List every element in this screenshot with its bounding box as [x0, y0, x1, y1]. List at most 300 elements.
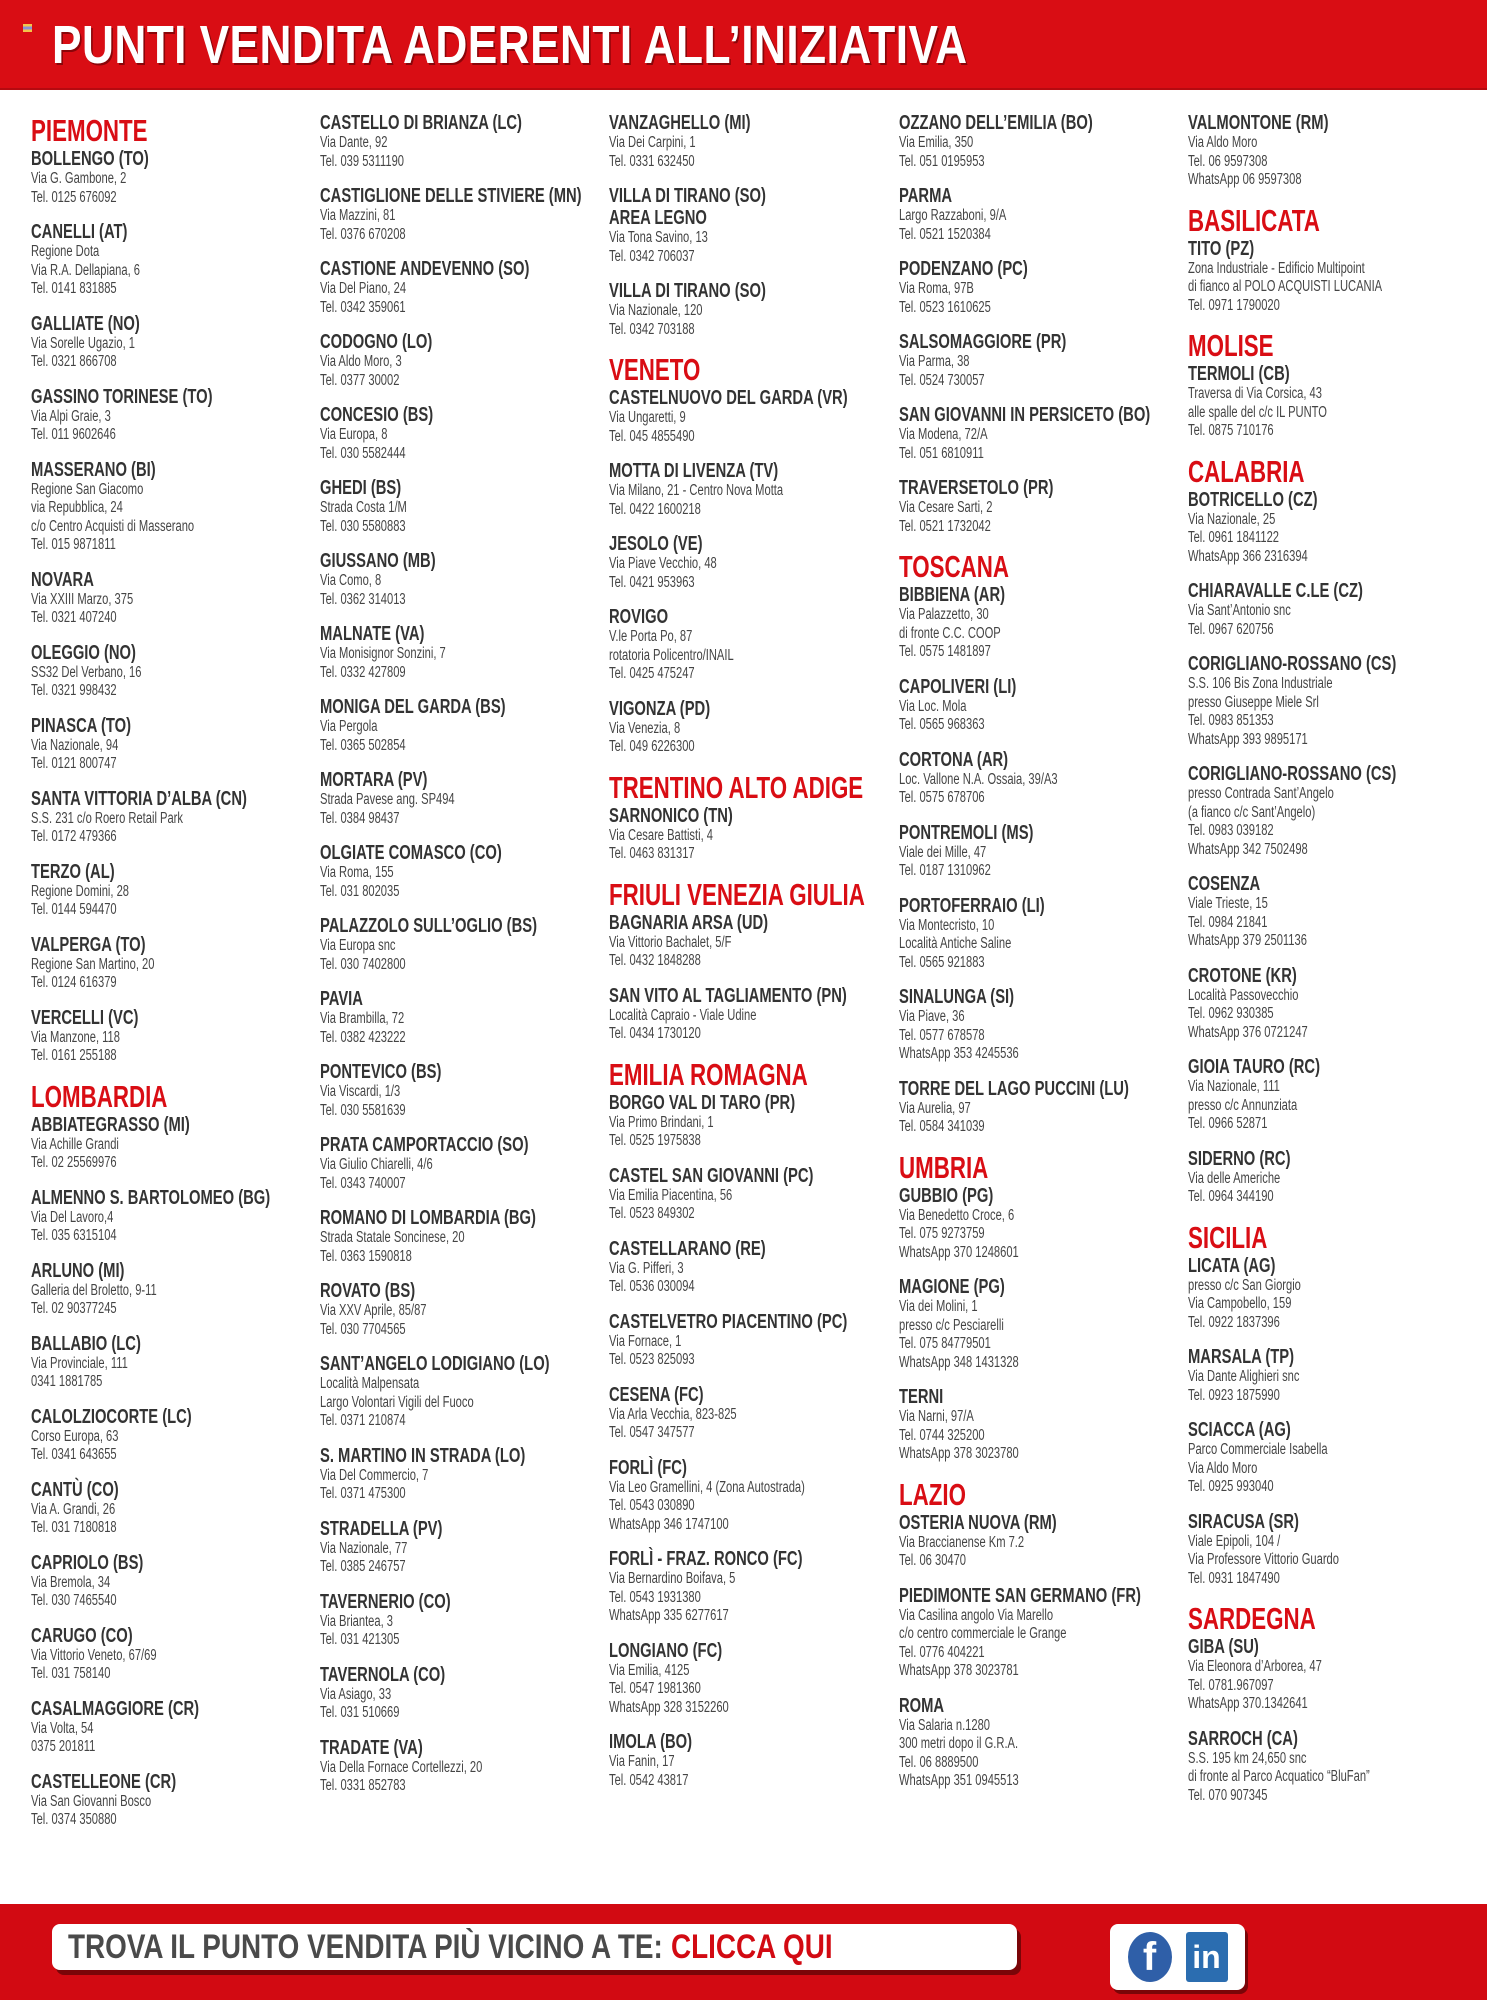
store-entry	[31, 1698, 319, 1757]
store-detail: Tel. 0983 039182	[1188, 822, 1274, 839]
store-name: OSTERIA NUOVA (RM)	[899, 1510, 1057, 1534]
store-entry	[609, 912, 897, 971]
store-detail: Via Roma, 97B	[899, 280, 974, 297]
store-entry	[609, 460, 897, 519]
store-name: LICATA (AG)	[1188, 1253, 1276, 1277]
store-detail: Tel. 075 9273759	[899, 1225, 985, 1242]
store-entry	[609, 387, 897, 446]
store-detail: Tel. 0577 678578	[899, 1026, 985, 1044]
store-detail: Tel. 045 4855490	[609, 427, 695, 445]
store-entry	[1188, 238, 1476, 316]
store-detail: Regione San Martino, 20	[31, 955, 155, 973]
store-detail: Via Nazionale, 120	[609, 302, 703, 319]
store-detail: Tel. 0542 43817	[609, 1771, 689, 1789]
store-name: TAVERNOLA (CO)	[320, 1662, 446, 1686]
store-detail: Tel. 0523 825093	[609, 1351, 695, 1368]
store-entry	[31, 1552, 319, 1611]
region-heading: LAZIO	[899, 1476, 966, 1512]
store-name: NOVARA	[31, 567, 94, 591]
store-detail: Tel. 0374 350880	[31, 1811, 117, 1828]
store-entry	[1188, 1419, 1476, 1497]
store-name: MOTTA DI LIVENZA (TV)	[609, 459, 779, 482]
store-entry	[31, 1114, 319, 1173]
page-title: PUNTI VENDITA ADERENTI ALL’INIZIATIVA	[52, 15, 968, 75]
store-detail: Località Antiche Saline	[899, 935, 1012, 952]
region-heading: UMBRIA	[899, 1149, 989, 1185]
region-heading: FRIULI VENEZIA GIULIA	[609, 876, 865, 912]
store-detail: Tel. 0966 52871	[1188, 1115, 1268, 1132]
store-name: PODENZANO (PC)	[899, 257, 1028, 280]
store-entry	[609, 185, 897, 266]
store-detail: WhatsApp 376 0721247	[1188, 1023, 1308, 1041]
store-entry	[899, 477, 1187, 536]
store-name: CAPOLIVERI (LI)	[899, 674, 1017, 698]
store-detail: Via Eleonora d’Arborea, 47	[1188, 1658, 1322, 1675]
store-name: JESOLO (VE)	[609, 532, 703, 555]
store-detail: Tel. 015 9871811	[31, 536, 116, 553]
store-name: TRAVERSETOLO (PR)	[899, 476, 1054, 499]
store-detail: Tel. 0141 831885	[31, 280, 117, 297]
store-entry	[1188, 1728, 1476, 1806]
store-detail: presso c/c San Giorgio	[1188, 1276, 1301, 1294]
store-detail: Via Piave Vecchio, 48	[609, 555, 717, 572]
store-entry	[320, 185, 608, 244]
store-name: PIEDIMONTE SAN GERMANO (FR)	[899, 1583, 1141, 1607]
store-entry	[1188, 112, 1476, 190]
store-detail: Via Mazzini, 81	[320, 207, 396, 224]
store-detail: Via Ungaretti, 9	[609, 409, 686, 426]
store-name: S. MARTINO IN STRADA (LO)	[320, 1443, 526, 1467]
store-detail: Via Palazzetto, 30	[899, 606, 989, 623]
store-detail: Tel. 0121 800747	[31, 755, 117, 772]
store-entry	[31, 313, 319, 372]
store-name: CESENA (FC)	[609, 1382, 704, 1406]
store-name: CASTELLO DI BRIANZA (LC)	[320, 111, 522, 134]
store-entry	[320, 1445, 608, 1504]
store-name: BOLLENGO (TO)	[31, 147, 149, 170]
store-detail: Via Arla Vecchia, 823-825	[609, 1405, 737, 1423]
store-name: MAGIONE (PG)	[899, 1275, 1005, 1298]
store-entry	[31, 148, 319, 207]
store-name: ARLUNO (MI)	[31, 1258, 125, 1282]
store-detail: Tel. 0125 676092	[31, 188, 117, 206]
store-detail: Via Nazionale, 25	[1188, 510, 1276, 528]
store-name: TERMOLI (CB)	[1188, 362, 1290, 385]
store-detail: Tel. 0961 1841122	[1188, 529, 1280, 546]
store-detail: WhatsApp 379 2501136	[1188, 932, 1307, 949]
store-detail: Via Modena, 72/A	[899, 426, 988, 443]
store-detail: Via Vittorio Bachalet, 5/F	[609, 933, 732, 951]
store-detail: WhatsApp 06 9597308	[1188, 171, 1302, 188]
store-entry	[320, 1134, 608, 1193]
store-entry	[31, 386, 319, 445]
store-entry	[609, 1640, 897, 1718]
store-detail: Via Como, 8	[320, 572, 382, 589]
store-detail: Via Provinciale, 111	[31, 1354, 128, 1372]
store-detail: Via A. Grandi, 26	[31, 1500, 116, 1518]
store-entry	[1188, 580, 1476, 639]
store-name: VILLA DI TIRANO (SO)	[609, 279, 766, 302]
store-detail: Tel. 0384 98437	[320, 809, 400, 827]
store-name: LONGIANO (FC)	[609, 1638, 723, 1662]
store-detail: Tel. 0543 030890	[609, 1497, 695, 1514]
store-detail: Via delle Americhe	[1188, 1169, 1281, 1187]
store-detail: Via Del Commercio, 7	[320, 1466, 429, 1484]
store-detail: Tel. 0962 930385	[1188, 1005, 1274, 1022]
store-name: ROMANO DI LOMBARDIA (BG)	[320, 1206, 536, 1229]
store-entry	[1188, 363, 1476, 441]
store-detail: Tel. 0376 670208	[320, 225, 406, 243]
store-name: PORTOFERRAIO (LI)	[899, 893, 1045, 917]
store-name: TRADATE (VA)	[320, 1735, 423, 1759]
linkedin-icon[interactable]: in	[1186, 1932, 1228, 1982]
store-entry	[609, 1238, 897, 1297]
store-name: CODOGNO (LO)	[320, 330, 433, 353]
store-detail: Via G. Pifferi, 3	[609, 1259, 684, 1277]
store-detail: Loc. Vallone N.A. Ossaia, 39/A3	[899, 770, 1058, 788]
store-name: GIBA (SU)	[1188, 1635, 1259, 1658]
store-detail: 0341 1881785	[31, 1373, 103, 1390]
store-name: CASTEL SAN GIOVANNI (PC)	[609, 1163, 814, 1187]
store-detail: Via San Giovanni Bosco	[31, 1792, 152, 1810]
store-entry	[899, 1276, 1187, 1372]
store-detail: Via Bernardino Boifava, 5	[609, 1570, 736, 1587]
store-detail: c/o Centro Acquisti di Masserano	[31, 517, 195, 535]
store-entry	[899, 1078, 1187, 1137]
store-entry	[31, 569, 319, 628]
store-detail: alle spalle del c/c IL PUNTO	[1188, 403, 1327, 421]
store-detail: Via Brambilla, 72	[320, 1010, 405, 1027]
store-detail: Via Emilia, 4125	[609, 1661, 690, 1679]
store-detail: Via Parma, 38	[899, 353, 970, 370]
store-detail: presso c/c Pesciarelli	[899, 1316, 1004, 1334]
store-detail: Località Malpensata	[320, 1375, 420, 1392]
store-detail: Zona Industriale - Edificio Multipoint	[1188, 259, 1365, 277]
store-detail: Via Giulio Chiarelli, 4/6	[320, 1156, 433, 1173]
store-name: CORIGLIANO-ROSSANO (CS)	[1188, 762, 1397, 785]
store-entry	[31, 1479, 319, 1538]
store-detail: Via Casilina angolo Via Marello	[899, 1606, 1054, 1624]
store-entry	[609, 1384, 897, 1443]
store-detail: Via Della Fornace Cortellezzi, 20	[320, 1758, 483, 1776]
store-detail: 300 metri dopo il G.R.A.	[899, 1735, 1019, 1752]
store-detail: Via Del Piano, 24	[320, 280, 407, 297]
store-entry	[899, 1512, 1187, 1571]
store-entry	[609, 985, 897, 1044]
store-name: OZZANO DELL’EMILIA (BO)	[899, 111, 1093, 134]
store-entry	[320, 1737, 608, 1796]
store-detail: Tel. 0983 851353	[1188, 712, 1274, 729]
store-name: ROVIGO	[609, 605, 669, 628]
store-name: GASSINO TORINESE (TO)	[31, 384, 213, 408]
store-entry	[609, 112, 897, 171]
store-detail: Via Dei Carpini, 1	[609, 134, 696, 151]
region-heading: CALABRIA	[1188, 453, 1305, 489]
store-detail: Via Roma, 155	[320, 864, 394, 881]
store-name: CASTELNUOVO DEL GARDA (VR)	[609, 386, 848, 409]
store-detail: Viale Trieste, 15	[1188, 895, 1268, 912]
store-detail: Tel. 035 6315104	[31, 1227, 117, 1244]
store-detail: WhatsApp 351 0945513	[899, 1772, 1019, 1789]
store-entry	[31, 1007, 319, 1066]
store-detail: Via Volta, 54	[31, 1719, 94, 1737]
store-detail: Località Capraio - Viale Udine	[609, 1006, 757, 1024]
store-detail: Via Viscardi, 1/3	[320, 1083, 401, 1100]
store-detail: Via Loc. Mola	[899, 697, 967, 715]
store-name: PRATA CAMPORTACCIO (SO)	[320, 1133, 529, 1156]
store-name: IMOLA (BO)	[609, 1730, 693, 1753]
store-detail: Via Primo Brindani, 1	[609, 1113, 714, 1131]
store-detail: Via Bremola, 34	[31, 1573, 111, 1591]
store-detail: Via Manzone, 118	[31, 1028, 120, 1046]
store-detail: Tel. 051 0195953	[899, 152, 985, 170]
region-heading: BASILICATA	[1188, 202, 1320, 238]
store-detail: Tel. 0342 359061	[320, 298, 406, 316]
store-entry	[320, 1280, 608, 1339]
store-detail: Tel. 0584 341039	[899, 1118, 985, 1135]
store-detail: WhatsApp 366 2316394	[1188, 547, 1308, 565]
store-detail: Tel. 030 7704565	[320, 1320, 406, 1338]
store-entry	[320, 1664, 608, 1723]
store-detail: Tel. 0371 210874	[320, 1412, 406, 1429]
store-detail: Via Fanin, 17	[609, 1753, 675, 1770]
store-detail: Via Sant’Antonio snc	[1188, 602, 1291, 619]
region-heading: SARDEGNA	[1188, 1601, 1316, 1636]
store-detail: Tel. 0371 475300	[320, 1485, 406, 1502]
store-name: MALNATE (VA)	[320, 622, 425, 645]
store-name: MARSALA (TP)	[1188, 1345, 1295, 1368]
store-detail: Via Salaria n.1280	[899, 1716, 991, 1734]
store-name: VERCELLI (VC)	[31, 1005, 139, 1029]
store-detail: Via Campobello, 159	[1188, 1295, 1292, 1312]
store-entry	[31, 1333, 319, 1392]
social-links	[1110, 1924, 1245, 1990]
store-detail: Regione San Giacomo	[31, 480, 144, 498]
store-entry	[320, 842, 608, 901]
store-entry	[609, 606, 897, 684]
store-detail: Tel. 075 84779501	[899, 1335, 991, 1352]
store-entry	[1188, 1148, 1476, 1207]
store-detail: Via Europa, 8	[320, 426, 388, 443]
store-entry	[609, 1457, 897, 1535]
store-detail: Strada Costa 1/M	[320, 499, 407, 516]
store-entry	[31, 221, 319, 299]
store-detail: Tel. 02 25569976	[31, 1154, 117, 1171]
store-subname: AREA LEGNO	[609, 206, 707, 229]
store-name: TITO (PZ)	[1188, 236, 1255, 260]
store-entry	[320, 1518, 608, 1577]
store-entry	[609, 280, 897, 339]
flag-icon	[23, 24, 32, 32]
store-detail: Tel. 0422 1600218	[609, 500, 701, 518]
store-entry	[320, 550, 608, 609]
store-detail: Via Emilia, 350	[899, 134, 974, 151]
store-detail: Via Nazionale, 77	[320, 1539, 408, 1557]
store-detail: Tel. 0434 1730120	[609, 1025, 701, 1042]
store-name: VILLA DI TIRANO (SO)	[609, 184, 766, 207]
store-entry	[899, 1386, 1187, 1464]
region-heading: TRENTINO ALTO ADIGE	[609, 769, 864, 805]
store-detail: Tel. 0967 620756	[1188, 620, 1274, 638]
store-detail: Via Cesare Battisti, 4	[609, 826, 714, 844]
header-banner	[0, 0, 1487, 90]
store-detail: Tel. 06 30470	[899, 1552, 967, 1569]
store-detail: Via Dante Alighieri snc	[1188, 1368, 1300, 1385]
store-name: SIDERNO (RC)	[1188, 1146, 1291, 1170]
store-entry	[320, 1353, 608, 1431]
store-name: BALLABIO (LC)	[31, 1331, 141, 1355]
store-entry	[609, 805, 897, 864]
store-name: CANTÙ (CO)	[31, 1477, 119, 1501]
store-detail: Tel. 0382 423222	[320, 1028, 406, 1046]
store-name: FORLÌ (FC)	[609, 1455, 687, 1479]
store-entry	[31, 1187, 319, 1246]
store-detail: Tel. 030 5580883	[320, 517, 406, 535]
store-detail: Tel. 0342 703188	[609, 320, 695, 338]
store-name: CROTONE (KR)	[1188, 963, 1297, 987]
store-name: ROMA	[899, 1693, 945, 1717]
store-name: CORIGLIANO-ROSSANO (CS)	[1188, 652, 1397, 675]
store-entry	[1188, 1511, 1476, 1589]
store-entry	[320, 769, 608, 828]
store-entry	[899, 986, 1187, 1064]
store-detail: Strada Pavese ang. SP494	[320, 791, 455, 808]
store-detail: Tel. 0161 255188	[31, 1047, 117, 1064]
store-detail: Largo Razzaboni, 9/A	[899, 207, 1007, 224]
store-entry	[899, 258, 1187, 317]
store-entry	[899, 331, 1187, 390]
store-detail: Tel. 06 8889500	[899, 1753, 979, 1771]
store-detail: Tel. 0144 594470	[31, 901, 117, 918]
store-detail: Via Europa snc	[320, 937, 396, 954]
store-name: CASTIGLIONE DELLE STIVIERE (MN)	[320, 184, 582, 207]
store-entry	[1188, 965, 1476, 1043]
store-name: TERZO (AL)	[31, 859, 115, 883]
store-detail: Tel. 030 7402800	[320, 955, 406, 973]
store-detail: WhatsApp 346 1747100	[609, 1515, 729, 1533]
store-detail: Via Narni, 97/A	[899, 1408, 974, 1425]
store-entry	[31, 934, 319, 993]
store-name: ALMENNO S. BARTOLOMEO (BG)	[31, 1185, 271, 1209]
store-detail: Tel. 0341 643655	[31, 1446, 117, 1463]
store-entry	[31, 1625, 319, 1684]
store-name: CALOLZIOCORTE (LC)	[31, 1404, 192, 1428]
facebook-icon[interactable]: f	[1128, 1932, 1172, 1982]
store-detail: Tel. 031 510669	[320, 1704, 400, 1721]
store-detail: Tel. 0377 30002	[320, 371, 400, 389]
store-entry	[1188, 653, 1476, 749]
store-entry	[31, 788, 319, 847]
store-name: FORLÌ - FRAZ. RONCO (FC)	[609, 1547, 803, 1570]
store-detail: Tel. 011 9602646	[31, 426, 116, 443]
store-detail: Via dei Molini, 1	[899, 1298, 978, 1315]
store-name: SANT’ANGELO LODIGIANO (LO)	[320, 1352, 550, 1375]
store-entry	[609, 698, 897, 757]
store-detail: Tel. 0523 849302	[609, 1205, 695, 1222]
store-detail: Via Alpi Graie, 3	[31, 407, 111, 425]
store-detail: SS32 Del Verbano, 16	[31, 663, 142, 681]
store-detail: WhatsApp 378 3023781	[899, 1662, 1019, 1679]
store-detail: Tel. 0421 953963	[609, 573, 695, 591]
store-detail: Tel. 031 421305	[320, 1631, 400, 1648]
store-entry	[609, 1548, 897, 1626]
store-detail: S.S. 195 km 24,650 snc	[1188, 1749, 1307, 1767]
store-detail: Via XXV Aprile, 85/87	[320, 1302, 427, 1319]
store-entry	[320, 988, 608, 1047]
store-entry	[899, 1185, 1187, 1263]
store-detail: Tel. 0971 1790020	[1188, 296, 1280, 314]
store-name: BOTRICELLO (CZ)	[1188, 487, 1318, 511]
store-name: VALMONTONE (RM)	[1188, 111, 1329, 134]
store-name: CASALMAGGIORE (CR)	[31, 1696, 200, 1720]
store-name: PALAZZOLO SULL’OGLIO (BS)	[320, 914, 538, 937]
store-name: VIGONZA (PD)	[609, 696, 711, 720]
store-name: SARNONICO (TN)	[609, 803, 733, 827]
store-name: CANELLI (AT)	[31, 220, 128, 243]
store-detail: Galleria del Broletto, 9-11	[31, 1281, 157, 1299]
store-entry	[320, 331, 608, 390]
store-detail: Via Aldo Moro	[1188, 1459, 1258, 1477]
store-detail: Tel. 0362 314013	[320, 590, 406, 608]
store-name: PONTREMOLI (MS)	[899, 820, 1034, 844]
store-detail: Tel. 0432 1848288	[609, 952, 701, 969]
region-heading: SICILIA	[1188, 1219, 1268, 1255]
store-entry	[320, 1207, 608, 1266]
store-detail: Via R.A. Dellapiana, 6	[31, 261, 140, 279]
store-entry	[1188, 1056, 1476, 1134]
store-detail: Via Cesare Sarti, 2	[899, 499, 993, 516]
region-heading: TOSCANA	[899, 549, 1009, 584]
store-entry	[31, 642, 319, 701]
store-entry	[899, 404, 1187, 463]
store-entry	[899, 895, 1187, 973]
store-name: TAVERNERIO (CO)	[320, 1589, 451, 1613]
store-detail: Tel. 0984 21841	[1188, 913, 1268, 931]
find-store-button[interactable]	[52, 1924, 1017, 1970]
store-name: BORGO VAL DI TARO (PR)	[609, 1090, 796, 1114]
store-detail: Tel. 0547 1981360	[609, 1680, 701, 1697]
store-entry	[320, 1061, 608, 1120]
click-here-link[interactable]: CLICCA QUI	[671, 1927, 833, 1966]
store-name: TERNI	[899, 1385, 944, 1408]
store-detail: Tel. 051 6810911	[899, 444, 984, 462]
region-heading: MOLISE	[1188, 328, 1274, 363]
store-name: VALPERGA (TO)	[31, 932, 146, 956]
store-name: CORTONA (AR)	[899, 747, 1009, 771]
store-detail: Tel. 0925 993040	[1188, 1478, 1274, 1495]
store-entry	[899, 676, 1187, 735]
store-detail: Tel. 0781.967097	[1188, 1676, 1274, 1694]
store-detail: Traversa di Via Corsica, 43	[1188, 385, 1322, 402]
store-entry	[899, 584, 1187, 662]
store-detail: Via Aurelia, 97	[899, 1099, 971, 1117]
store-detail: Tel. 049 6226300	[609, 738, 695, 755]
store-name: BAGNARIA ARSA (UD)	[609, 910, 769, 934]
store-detail: Via Briantea, 3	[320, 1612, 394, 1630]
store-detail: Tel. 0385 246757	[320, 1558, 406, 1575]
store-detail: WhatsApp 342 7502498	[1188, 840, 1308, 858]
footer-bar	[0, 1904, 1487, 2000]
store-name: ROVATO (BS)	[320, 1279, 416, 1302]
store-detail: WhatsApp 348 1431328	[899, 1353, 1019, 1371]
store-detail: Regione Domini, 28	[31, 882, 130, 900]
store-detail: Tel. 0931 1847490	[1188, 1569, 1280, 1587]
store-name: PINASCA (TO)	[31, 713, 132, 737]
store-entry	[609, 1731, 897, 1790]
store-detail: Tel. 0343 740007	[320, 1174, 406, 1192]
store-entry	[31, 715, 319, 774]
store-entry	[1188, 1255, 1476, 1333]
